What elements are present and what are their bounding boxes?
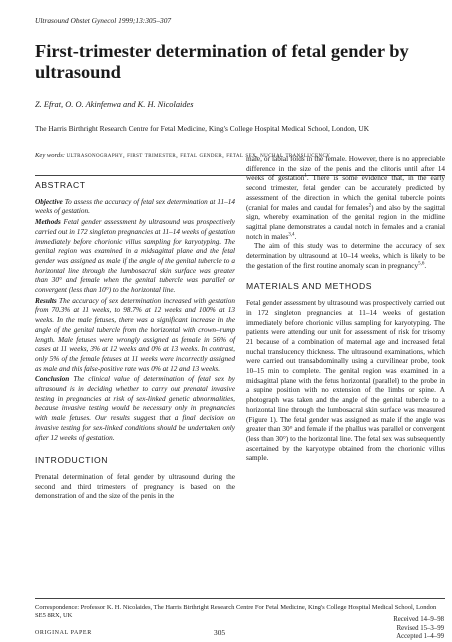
paper-type: ORIGINAL PAPER [35, 630, 92, 636]
conclusion-text: The clinical value of determination of fetal sex by ultrasound is in deciding whether to carry out prenatal invasive testing in pregnancies at risk of sex-linked genetic abnormalities, because invasive testing would be necessary only in pregnancies with male fetuses. Our results suggest that a final decision on invasive testing for sex-linked conditions should be undertaken only after 12 weeks of gestation. [35, 375, 236, 442]
page-number: 305 [214, 628, 226, 637]
abstract-methods [35, 218, 235, 296]
article-title: First-trimester determination of fetal gender by ultrasound [35, 41, 409, 82]
keywords-text: ultrasonography, first trimester, fetal gender, fetal sex, nuchal translucency [66, 152, 331, 159]
abstract-objective [35, 198, 235, 217]
results-label: Results [35, 296, 57, 305]
received-dates [362, 616, 444, 642]
methods-text: Fetal gender assessment by ultrasound was prospectively carried out in 172 singleton pregnancies at 11–14 weeks of gestation immediately before chorionic villus sampling for karyotyping. The patients were attending our unit for assessment of risk for trisomy 21 because of a combination of maternal age and increased fetal nuchal translucency thickness. The ultrasound examinations, which were carried out transabdominally using a curvilinear probe, took 10–15 min to complete. The genital region was examined in a midsagittal plane with the fetus horizontal (parallel) to the probe in a supine position with no extension of the limbs or spine. A photograph was taken and the angle of the genital tubercle to a horizontal line through the lumbosacral skin surface was measured (Figure 1). The fetal gender was assigned as male if the angle was greater than 30° and female if the phallus was parallel or convergent (less than 30°) to the horizontal line. The fetal sex was subsequently ascertained by the karyotype obtained from the chorionic villus sample. [246, 299, 445, 463]
conclusion-label: Conclusion [35, 375, 70, 384]
journal-citation: Ultrasound Obstet Gynecol 1999;13:305–307 [35, 16, 172, 25]
correspondence: Correspondence: Professor K. H. Nicolaides, The Harris Birthright Research Centre For Fetal Medicine, King's College Hospital Medical School, London SE5 8RX, UK [35, 604, 437, 620]
introduction-text-start: Prenatal determination of fetal gender by ultrasound during the second and third trimesters of pregnancy is based on the demonstration of and the size of the penis in the [35, 472, 235, 501]
reference-1[interactable]: 1 [304, 174, 307, 179]
methods-heading: MATERIALS AND METHODS [246, 281, 373, 292]
affiliation: The Harris Birthright Research Centre for Fetal Medicine, King's College Hospital Medical School, London, UK [35, 124, 370, 133]
objective-label: Objective [35, 197, 63, 206]
objective-text: To assess the accuracy of fetal sex determination at 11–14 weeks of gestation. [35, 197, 235, 216]
methods-label: Methods [35, 218, 61, 227]
reference-5-6[interactable]: 5,6 [418, 261, 425, 267]
revised-date: Revised 15–3–99 [396, 624, 444, 632]
accepted-date: Accepted 1–4–99 [396, 633, 444, 641]
reference-3-4[interactable]: 3,4 [288, 232, 295, 238]
author-list: Z. Efrat, O. O. Akinfenwa and K. H. Nicolaides [35, 100, 194, 109]
abstract-body [35, 198, 235, 444]
footer-divider [35, 598, 445, 599]
reference-2[interactable]: 2 [368, 203, 372, 209]
abstract-heading: ABSTRACT [35, 180, 86, 190]
abstract-conclusion [35, 375, 235, 443]
introduction-heading: INTRODUCTION [35, 455, 109, 466]
methods-text: Fetal gender assessment by ultrasound was prospectively carried out in 172 singleton pregnancies at 11–14 weeks of gestation immediately before chorionic villus sampling for karyotyping. The genital region was examined in a midsagittal plane and the fetal gender was assigned as male if the angle of the genital tubercle to a horizontal line through the lumbosacral skin surface was greater than 30° and female when the genital tubercle was parallel or convergent (less than 10°) to the horizontal line. [35, 218, 236, 295]
introduction-text-continued: male, or labial folds in the female. However, there is no appreciable difference in the size of the penis and the clitoris until after 14 weeks of gestation$^1$. There is some evidence that, in the early second trimester, fetal gender can be accurately predicted by assessment of the direction in which the genital tubercle points (cranial for males and caudal for females$^2$) and also by the sagittal sign, whereby examination of the genital region in the midline sagittal plane demonstrates a caudal notch in females and a cranial notch in males$^{3,4}$. [246, 155, 446, 241]
keywords-label: Key words: [35, 152, 65, 159]
study-aim: The aim of this study was to determine the accuracy of sex determination by ultrasound at 10–14 weeks, which is likely to be the gestation of the first routine anomaly scan in pregnancy$^{5,6}$. [246, 242, 445, 270]
right-column [246, 155, 445, 464]
received-date: Received 14–9–98 [393, 616, 444, 623]
abstract-results [35, 297, 235, 375]
left-column [35, 181, 235, 502]
results-text: The accuracy of sex determination increased with gestation from 70.3% at 11 weeks, to 98.7% at 12 weeks and 100% at 13 weeks. In the male fetuses, there was a significant increase in the angle of the genital tubercle from the horizontal with crown–rump length. Male fetuses were wrongly assigned as female in 56% of cases at 11 weeks, 3% at 12 weeks and 0% at 13 weeks. In contrast, only 5% of the female fetuses at 11 weeks were incorrectly assigned as male and this false-positive rate was 0% at 12 and 13 weeks. [35, 296, 235, 373]
